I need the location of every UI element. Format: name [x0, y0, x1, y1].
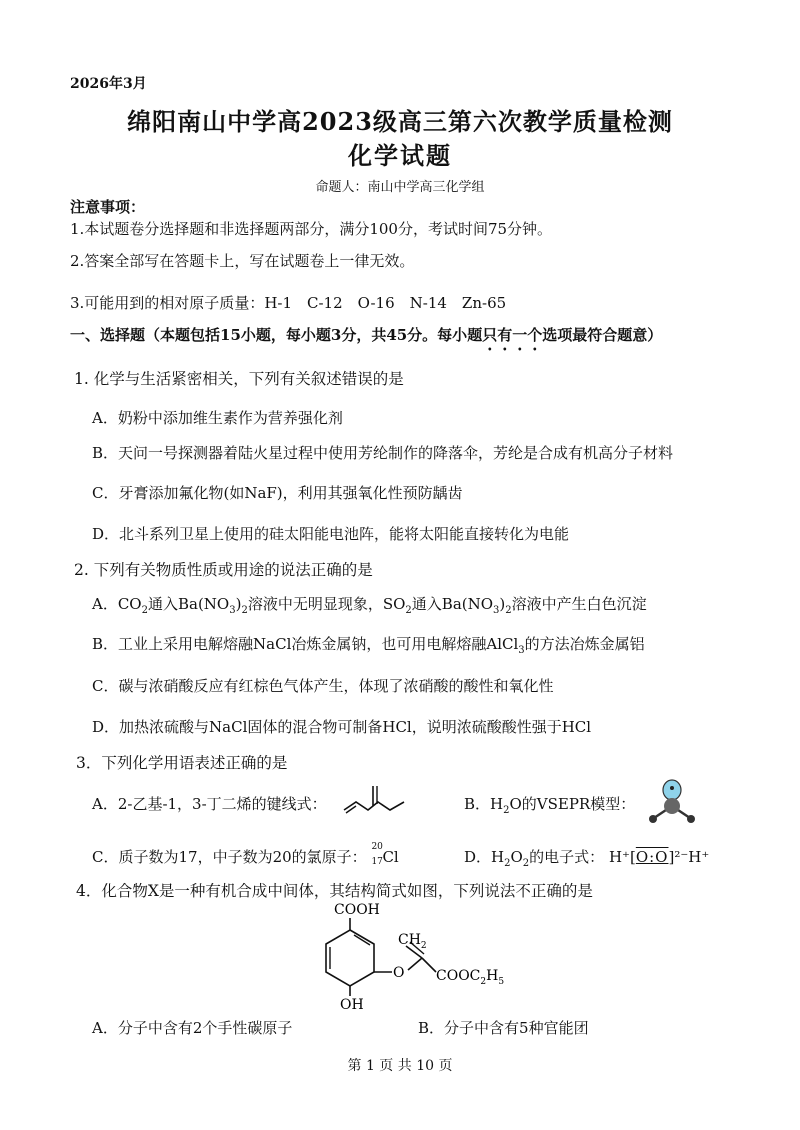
question-4-stem: 4．化合物X是一种有机合成中间体，其结构简式如图，下列说法不正确的是: [76, 882, 593, 900]
peroxide-ion: O:O: [635, 848, 669, 866]
text-run: ]²⁻H⁺: [668, 848, 710, 866]
exam-title: 绵阳南山中学高2023级高三第六次教学质量检测: [127, 107, 673, 136]
text-run: 溶液中无明显现象，SO: [247, 595, 406, 613]
q1-option-d: D．北斗系列卫星上使用的硅太阳能电池阵，能将太阳能直接转化为电能: [92, 525, 570, 543]
text-run: 溶液中产生白色沉淀: [511, 595, 647, 613]
section-heading: [70, 324, 662, 354]
subscript: 2: [241, 605, 248, 616]
text-run: ): [235, 595, 242, 613]
q4-option-a: A．分子中含有2个手性碳原子: [92, 1019, 293, 1037]
text-run: H⁺[: [608, 848, 636, 866]
element-symbol: Cl: [382, 848, 399, 866]
ester-label: [436, 968, 504, 987]
note-item: 3.可能用到的相对原子质量：H-1 C-12 O-16 N-14 Zn-65: [70, 294, 507, 312]
section-heading-part: 一、选择题（本题包括15小题，每小题3分，共45分。每小题: [70, 326, 483, 344]
mass-number: 20: [371, 842, 383, 852]
text-run: 通入Ba(NO: [411, 595, 494, 613]
text-run: H: [486, 968, 499, 984]
note-item: 2.答案全部写在答题卡上，写在试题卷上一律无效。: [70, 252, 415, 270]
q2-option-d: D．加热浓硫酸与NaCl固体的混合物可制备HCl，说明浓硫酸酸性强于HCl: [92, 718, 592, 736]
q3-option-a: A．2-乙基-1，3-丁二烯的键线式：: [92, 795, 327, 813]
q4-option-b: B．分子中含有5种官能团: [418, 1019, 589, 1037]
subscript: 2: [420, 941, 427, 951]
q2-option-c: C．碳与浓硝酸反应有红棕色气体产生，体现了浓硝酸的酸性和氧化性: [92, 677, 554, 695]
text-run: B．工业上采用电解熔融NaCl冶炼金属钠，也可用电解熔融AlCl: [92, 635, 519, 653]
subscript: 2: [503, 805, 510, 816]
text-run: D．H: [464, 848, 505, 866]
q1-option-c: C．牙膏添加氟化物(如NaF)，利用其强氧化性预防龋齿: [92, 484, 463, 502]
text-run: 通入Ba(NO: [147, 595, 230, 613]
exam-subject-title: 化学试题: [348, 141, 452, 170]
note-item: 1.本试题卷分选择题和非选择题两部分，满分100分，考试时间75分钟。: [70, 220, 553, 238]
text-run: 的方法冶炼金属铝: [524, 635, 645, 653]
cooh-label: COOH: [334, 902, 380, 918]
subscript: 2: [480, 977, 487, 987]
exam-date: 2026年3月: [70, 76, 147, 92]
q2-option-a: [92, 593, 647, 616]
text-run: B．H: [464, 795, 504, 813]
nuclide-symbol: [371, 842, 401, 868]
text-run: ): [499, 595, 506, 613]
atomic-number: 17: [371, 857, 383, 867]
subscript: 3: [493, 605, 500, 616]
notes-heading: 注意事项：: [70, 198, 146, 216]
exam-author: 命题人：南山中学高三化学组: [315, 180, 485, 195]
text-run: O的VSEPR模型：: [509, 795, 636, 813]
oh-label: OH: [340, 997, 364, 1012]
q2-option-b: [92, 633, 645, 656]
q3-option-b: [464, 793, 635, 816]
subscript: 2: [522, 858, 530, 869]
q3-option-c: [92, 842, 401, 868]
q3-option-d: [464, 846, 709, 869]
subscript: 3: [229, 605, 236, 616]
q1-option-a: A．奶粉中添加维生素作为营养强化剂: [92, 409, 343, 427]
ch2-label: [398, 932, 427, 951]
section-heading-part: 选项最符合题意）: [542, 326, 663, 344]
text-run: A．CO: [92, 595, 142, 613]
bond-line-structure: [340, 784, 420, 818]
section-heading-emphasis: 只有一个: [482, 326, 543, 344]
electron-formula: [609, 848, 709, 866]
text-run: 的电子式：: [529, 848, 605, 866]
subscript: 2: [504, 858, 511, 869]
page-footer: 第 1 页 共 10 页: [347, 1058, 453, 1074]
text-run: C．质子数为17，中子数为20的氯原子：: [92, 848, 367, 866]
question-3-stem: 3．下列化学用语表述正确的是: [76, 754, 288, 772]
question-1-stem: 1. 化学与生活紧密相关，下列有关叙述错误的是: [74, 370, 404, 388]
subscript: 2: [405, 605, 412, 616]
subscript: 2: [141, 605, 148, 616]
vsepr-model-image: [644, 778, 700, 828]
compound-x-structure: [300, 900, 520, 1012]
subscript: 5: [498, 977, 505, 987]
q1-option-b: B．天问一号探测器着陆火星过程中使用芳纶制作的降落伞，芳纶是合成有机高分子材料: [92, 444, 674, 462]
subscript: 3: [518, 645, 525, 656]
text-run: CH: [398, 932, 421, 948]
ether-o-label: O: [393, 965, 405, 981]
text-run: O: [510, 848, 523, 866]
text-run: COOC: [436, 968, 481, 984]
question-2-stem: 2. 下列有关物质性质或用途的说法正确的是: [74, 561, 373, 579]
subscript: 2: [505, 605, 512, 616]
